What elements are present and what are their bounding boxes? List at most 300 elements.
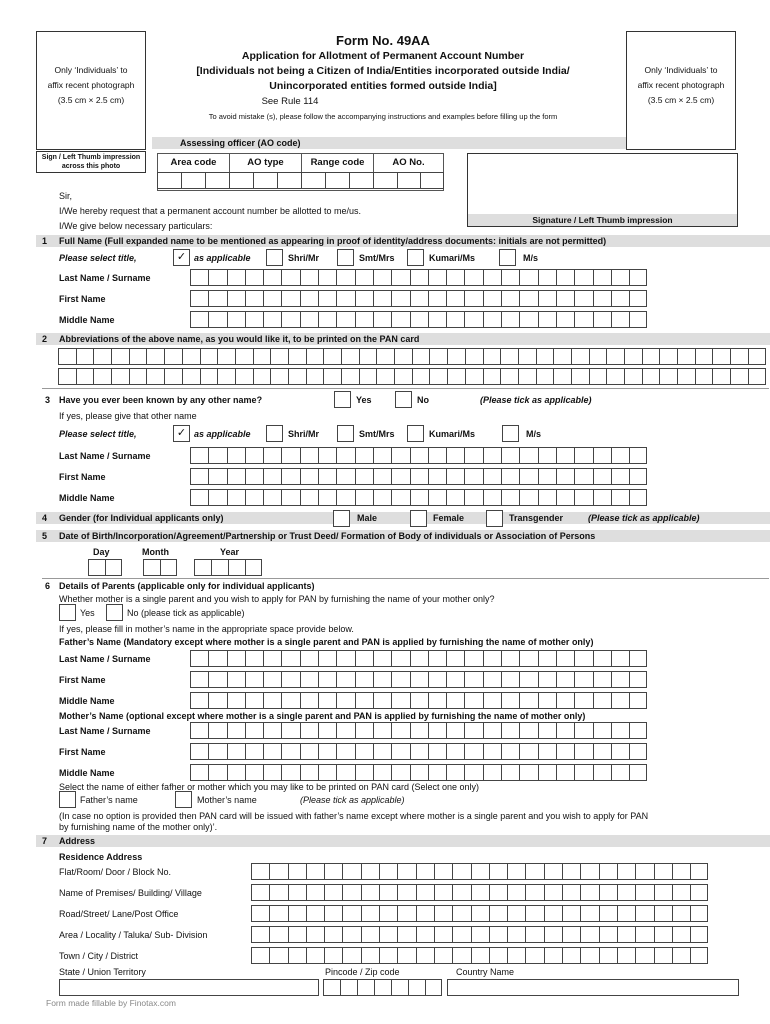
char-box[interactable] [251, 905, 269, 922]
char-box[interactable] [281, 671, 299, 688]
char-box[interactable] [553, 348, 571, 365]
char-box[interactable] [391, 468, 409, 485]
title-kumari-checkbox[interactable] [407, 249, 424, 266]
char-box[interactable] [507, 905, 525, 922]
char-box[interactable] [730, 348, 748, 365]
char-box[interactable] [434, 863, 452, 880]
char-box[interactable] [672, 884, 690, 901]
char-box[interactable] [538, 764, 556, 781]
char-box[interactable] [519, 468, 537, 485]
char-box[interactable] [318, 671, 336, 688]
char-box[interactable] [251, 863, 269, 880]
char-box[interactable] [227, 722, 245, 739]
char-box[interactable] [447, 368, 465, 385]
char-box[interactable] [281, 489, 299, 506]
char-box[interactable] [410, 311, 428, 328]
char-box[interactable] [574, 671, 592, 688]
char-box[interactable] [190, 468, 208, 485]
char-box[interactable] [544, 863, 562, 880]
other-middle-name-grid[interactable] [190, 489, 647, 506]
char-box[interactable] [281, 650, 299, 667]
char-box[interactable] [464, 764, 482, 781]
char-box[interactable] [642, 368, 660, 385]
char-box[interactable] [580, 905, 598, 922]
char-box[interactable] [342, 905, 360, 922]
char-box[interactable] [483, 722, 501, 739]
char-box[interactable] [379, 947, 397, 964]
first-name-grid[interactable] [190, 290, 647, 307]
char-box[interactable] [672, 863, 690, 880]
char-box[interactable] [306, 368, 324, 385]
char-box[interactable] [410, 671, 428, 688]
char-box[interactable] [428, 650, 446, 667]
char-box[interactable] [410, 692, 428, 709]
char-box[interactable] [318, 722, 336, 739]
char-box[interactable] [690, 926, 708, 943]
char-box[interactable] [712, 348, 730, 365]
char-box[interactable] [629, 269, 647, 286]
char-box[interactable] [501, 671, 519, 688]
char-box[interactable] [556, 447, 574, 464]
char-box[interactable] [501, 489, 519, 506]
char-box[interactable] [251, 947, 269, 964]
char-box[interactable] [336, 743, 354, 760]
char-box[interactable] [245, 764, 263, 781]
char-box[interactable] [355, 447, 373, 464]
char-box[interactable] [428, 692, 446, 709]
char-box[interactable] [361, 947, 379, 964]
mother-middle-name-grid[interactable] [190, 764, 647, 781]
char-box[interactable] [556, 743, 574, 760]
char-box[interactable] [263, 311, 281, 328]
char-box[interactable] [227, 764, 245, 781]
title-checkbox-checked[interactable]: ✓ [173, 425, 190, 442]
dob-year-grid[interactable] [194, 559, 262, 576]
char-box[interactable] [519, 692, 537, 709]
char-box[interactable] [501, 764, 519, 781]
state-input[interactable] [59, 979, 319, 996]
char-box[interactable] [416, 905, 434, 922]
char-box[interactable] [562, 884, 580, 901]
char-box[interactable] [245, 650, 263, 667]
father-first-name-grid[interactable] [190, 671, 647, 688]
char-box[interactable] [336, 692, 354, 709]
char-box[interactable] [318, 290, 336, 307]
char-box[interactable] [270, 348, 288, 365]
char-box[interactable] [507, 863, 525, 880]
char-box[interactable] [361, 884, 379, 901]
char-box[interactable] [306, 926, 324, 943]
char-box[interactable] [376, 348, 394, 365]
char-box[interactable] [300, 311, 318, 328]
char-box[interactable] [629, 764, 647, 781]
char-box[interactable] [562, 863, 580, 880]
char-box[interactable] [391, 743, 409, 760]
char-box[interactable] [318, 311, 336, 328]
char-box[interactable] [379, 905, 397, 922]
char-box[interactable] [574, 764, 592, 781]
char-box[interactable] [501, 311, 519, 328]
char-box[interactable] [629, 722, 647, 739]
char-box[interactable] [629, 489, 647, 506]
area-grid[interactable] [251, 926, 708, 943]
char-box[interactable] [318, 743, 336, 760]
char-box[interactable] [611, 722, 629, 739]
country-input[interactable] [447, 979, 739, 996]
char-box[interactable] [416, 884, 434, 901]
flat-grid[interactable] [251, 863, 708, 880]
char-box[interactable] [235, 348, 253, 365]
char-box[interactable] [501, 269, 519, 286]
char-box[interactable] [580, 926, 598, 943]
char-box[interactable] [452, 926, 470, 943]
char-box[interactable] [190, 671, 208, 688]
char-box[interactable] [394, 368, 412, 385]
char-box[interactable] [654, 884, 672, 901]
char-box[interactable] [306, 863, 324, 880]
char-box[interactable] [288, 348, 306, 365]
char-box[interactable] [452, 884, 470, 901]
char-box[interactable] [412, 348, 430, 365]
char-box[interactable] [553, 368, 571, 385]
char-box[interactable] [525, 947, 543, 964]
char-box[interactable] [341, 368, 359, 385]
char-box[interactable] [227, 692, 245, 709]
char-box[interactable] [730, 368, 748, 385]
char-box[interactable] [446, 269, 464, 286]
char-box[interactable] [654, 926, 672, 943]
char-box[interactable] [227, 269, 245, 286]
char-box[interactable] [593, 671, 611, 688]
char-box[interactable] [281, 447, 299, 464]
char-box[interactable] [318, 447, 336, 464]
char-box[interactable] [446, 671, 464, 688]
char-box[interactable] [695, 368, 713, 385]
char-box[interactable] [452, 947, 470, 964]
char-box[interactable] [300, 650, 318, 667]
char-box[interactable] [629, 650, 647, 667]
single-parent-yes-checkbox[interactable] [59, 604, 76, 621]
char-box[interactable] [336, 671, 354, 688]
char-box[interactable] [391, 650, 409, 667]
char-box[interactable] [574, 743, 592, 760]
char-box[interactable] [164, 368, 182, 385]
char-box[interactable] [593, 743, 611, 760]
char-box[interactable] [483, 311, 501, 328]
char-box[interactable] [361, 863, 379, 880]
char-box[interactable] [580, 884, 598, 901]
char-box[interactable] [288, 863, 306, 880]
char-box[interactable] [300, 468, 318, 485]
char-box[interactable] [617, 947, 635, 964]
char-box[interactable] [452, 905, 470, 922]
char-box[interactable] [251, 926, 269, 943]
char-box[interactable] [571, 368, 589, 385]
char-box[interactable] [525, 926, 543, 943]
char-box[interactable] [208, 311, 226, 328]
char-box[interactable] [410, 764, 428, 781]
char-box[interactable] [245, 311, 263, 328]
char-box[interactable] [556, 692, 574, 709]
char-box[interactable] [519, 671, 537, 688]
char-box[interactable] [611, 489, 629, 506]
char-box[interactable] [434, 905, 452, 922]
char-box[interactable] [336, 468, 354, 485]
ao-code-grid[interactable] [157, 172, 444, 189]
char-box[interactable] [318, 269, 336, 286]
char-box[interactable] [318, 468, 336, 485]
char-box[interactable] [654, 905, 672, 922]
char-box[interactable] [410, 269, 428, 286]
char-box[interactable] [318, 764, 336, 781]
char-box[interactable] [300, 743, 318, 760]
gender-male-checkbox[interactable] [333, 510, 350, 527]
other-name-yes-checkbox[interactable] [334, 391, 351, 408]
char-box[interactable] [361, 905, 379, 922]
char-box[interactable] [471, 884, 489, 901]
char-box[interactable] [599, 926, 617, 943]
char-box[interactable] [446, 489, 464, 506]
char-box[interactable] [544, 905, 562, 922]
char-box[interactable] [483, 348, 501, 365]
title-shri-checkbox[interactable] [266, 425, 283, 442]
char-box[interactable] [323, 368, 341, 385]
abbreviation-grid-row-1[interactable] [58, 348, 766, 365]
char-box[interactable] [446, 447, 464, 464]
char-box[interactable] [611, 671, 629, 688]
char-box[interactable] [111, 348, 129, 365]
char-box[interactable] [281, 269, 299, 286]
char-box[interactable] [373, 269, 391, 286]
char-box[interactable] [245, 468, 263, 485]
char-box[interactable] [416, 863, 434, 880]
char-box[interactable] [359, 368, 377, 385]
char-box[interactable] [300, 671, 318, 688]
char-box[interactable] [281, 468, 299, 485]
char-box[interactable] [336, 489, 354, 506]
char-box[interactable] [263, 650, 281, 667]
char-box[interactable] [624, 348, 642, 365]
char-box[interactable] [464, 692, 482, 709]
char-box[interactable] [323, 348, 341, 365]
char-box[interactable] [190, 447, 208, 464]
char-box[interactable] [574, 311, 592, 328]
char-box[interactable] [263, 743, 281, 760]
char-box[interactable] [483, 764, 501, 781]
char-box[interactable] [300, 447, 318, 464]
char-box[interactable] [556, 468, 574, 485]
title-smt-checkbox[interactable] [337, 425, 354, 442]
char-box[interactable] [263, 489, 281, 506]
char-box[interactable] [629, 692, 647, 709]
char-box[interactable] [253, 368, 271, 385]
char-box[interactable] [536, 368, 554, 385]
char-box[interactable] [190, 290, 208, 307]
char-box[interactable] [544, 947, 562, 964]
char-box[interactable] [111, 368, 129, 385]
char-box[interactable] [245, 290, 263, 307]
char-box[interactable] [464, 311, 482, 328]
char-box[interactable] [300, 489, 318, 506]
char-box[interactable] [263, 290, 281, 307]
pincode-grid[interactable] [323, 979, 442, 996]
char-box[interactable] [306, 884, 324, 901]
char-box[interactable] [501, 290, 519, 307]
char-box[interactable] [446, 692, 464, 709]
char-box[interactable] [617, 905, 635, 922]
char-box[interactable] [489, 905, 507, 922]
char-box[interactable] [391, 722, 409, 739]
char-box[interactable] [642, 348, 660, 365]
char-box[interactable] [556, 764, 574, 781]
char-box[interactable] [416, 926, 434, 943]
char-box[interactable] [164, 348, 182, 365]
char-box[interactable] [556, 489, 574, 506]
char-box[interactable] [379, 863, 397, 880]
char-box[interactable] [556, 269, 574, 286]
char-box[interactable] [342, 926, 360, 943]
father-last-name-grid[interactable] [190, 650, 647, 667]
char-box[interactable] [336, 447, 354, 464]
char-box[interactable] [263, 468, 281, 485]
char-box[interactable] [593, 650, 611, 667]
char-box[interactable] [200, 368, 218, 385]
char-box[interactable] [434, 947, 452, 964]
char-box[interactable] [748, 368, 766, 385]
char-box[interactable] [288, 905, 306, 922]
char-box[interactable] [593, 447, 611, 464]
char-box[interactable] [483, 269, 501, 286]
dob-day-grid[interactable] [88, 559, 122, 576]
char-box[interactable] [629, 743, 647, 760]
char-box[interactable] [525, 905, 543, 922]
char-box[interactable] [629, 468, 647, 485]
father-middle-name-grid[interactable] [190, 692, 647, 709]
char-box[interactable] [251, 884, 269, 901]
char-box[interactable] [235, 368, 253, 385]
char-box[interactable] [359, 348, 377, 365]
char-box[interactable] [397, 947, 415, 964]
char-box[interactable] [635, 905, 653, 922]
char-box[interactable] [611, 650, 629, 667]
mother-last-name-grid[interactable] [190, 722, 647, 739]
title-ms-checkbox[interactable] [499, 249, 516, 266]
last-name-grid[interactable] [190, 269, 647, 286]
char-box[interactable] [599, 947, 617, 964]
char-box[interactable] [217, 368, 235, 385]
char-box[interactable] [300, 269, 318, 286]
char-box[interactable] [410, 489, 428, 506]
char-box[interactable] [507, 947, 525, 964]
char-box[interactable] [501, 468, 519, 485]
char-box[interactable] [489, 884, 507, 901]
char-box[interactable] [428, 290, 446, 307]
char-box[interactable] [464, 468, 482, 485]
char-box[interactable] [373, 764, 391, 781]
char-box[interactable] [208, 722, 226, 739]
char-box[interactable] [391, 489, 409, 506]
char-box[interactable] [659, 348, 677, 365]
char-box[interactable] [519, 269, 537, 286]
char-box[interactable] [146, 368, 164, 385]
char-box[interactable] [428, 447, 446, 464]
char-box[interactable] [538, 692, 556, 709]
char-box[interactable] [306, 905, 324, 922]
char-box[interactable] [376, 368, 394, 385]
char-box[interactable] [263, 764, 281, 781]
char-box[interactable] [507, 884, 525, 901]
char-box[interactable] [519, 290, 537, 307]
char-box[interactable] [611, 447, 629, 464]
char-box[interactable] [556, 671, 574, 688]
title-smt-checkbox[interactable] [337, 249, 354, 266]
char-box[interactable] [373, 671, 391, 688]
char-box[interactable] [593, 489, 611, 506]
char-box[interactable] [324, 884, 342, 901]
char-box[interactable] [58, 348, 76, 365]
char-box[interactable] [574, 290, 592, 307]
other-first-name-grid[interactable] [190, 468, 647, 485]
char-box[interactable] [342, 863, 360, 880]
char-box[interactable] [464, 671, 482, 688]
char-box[interactable] [227, 290, 245, 307]
char-box[interactable] [611, 692, 629, 709]
char-box[interactable] [336, 311, 354, 328]
char-box[interactable] [336, 290, 354, 307]
char-box[interactable] [483, 743, 501, 760]
char-box[interactable] [574, 722, 592, 739]
char-box[interactable] [538, 722, 556, 739]
char-box[interactable] [446, 468, 464, 485]
char-box[interactable] [227, 489, 245, 506]
char-box[interactable] [245, 743, 263, 760]
char-box[interactable] [146, 348, 164, 365]
char-box[interactable] [281, 692, 299, 709]
char-box[interactable] [269, 947, 287, 964]
char-box[interactable] [245, 447, 263, 464]
char-box[interactable] [263, 269, 281, 286]
char-box[interactable] [355, 311, 373, 328]
char-box[interactable] [324, 863, 342, 880]
char-box[interactable] [446, 290, 464, 307]
char-box[interactable] [611, 269, 629, 286]
char-box[interactable] [281, 764, 299, 781]
char-box[interactable] [611, 290, 629, 307]
char-box[interactable] [217, 348, 235, 365]
char-box[interactable] [589, 348, 607, 365]
char-box[interactable] [373, 447, 391, 464]
char-box[interactable] [483, 671, 501, 688]
char-box[interactable] [318, 692, 336, 709]
gender-transgender-checkbox[interactable] [486, 510, 503, 527]
char-box[interactable] [562, 905, 580, 922]
char-box[interactable] [263, 671, 281, 688]
char-box[interactable] [501, 743, 519, 760]
char-box[interactable] [58, 368, 76, 385]
char-box[interactable] [452, 863, 470, 880]
char-box[interactable] [269, 905, 287, 922]
char-box[interactable] [690, 947, 708, 964]
char-box[interactable] [483, 468, 501, 485]
char-box[interactable] [355, 468, 373, 485]
char-box[interactable] [446, 311, 464, 328]
char-box[interactable] [318, 650, 336, 667]
char-box[interactable] [355, 269, 373, 286]
char-box[interactable] [306, 947, 324, 964]
char-box[interactable] [410, 468, 428, 485]
char-box[interactable] [410, 743, 428, 760]
char-box[interactable] [519, 489, 537, 506]
